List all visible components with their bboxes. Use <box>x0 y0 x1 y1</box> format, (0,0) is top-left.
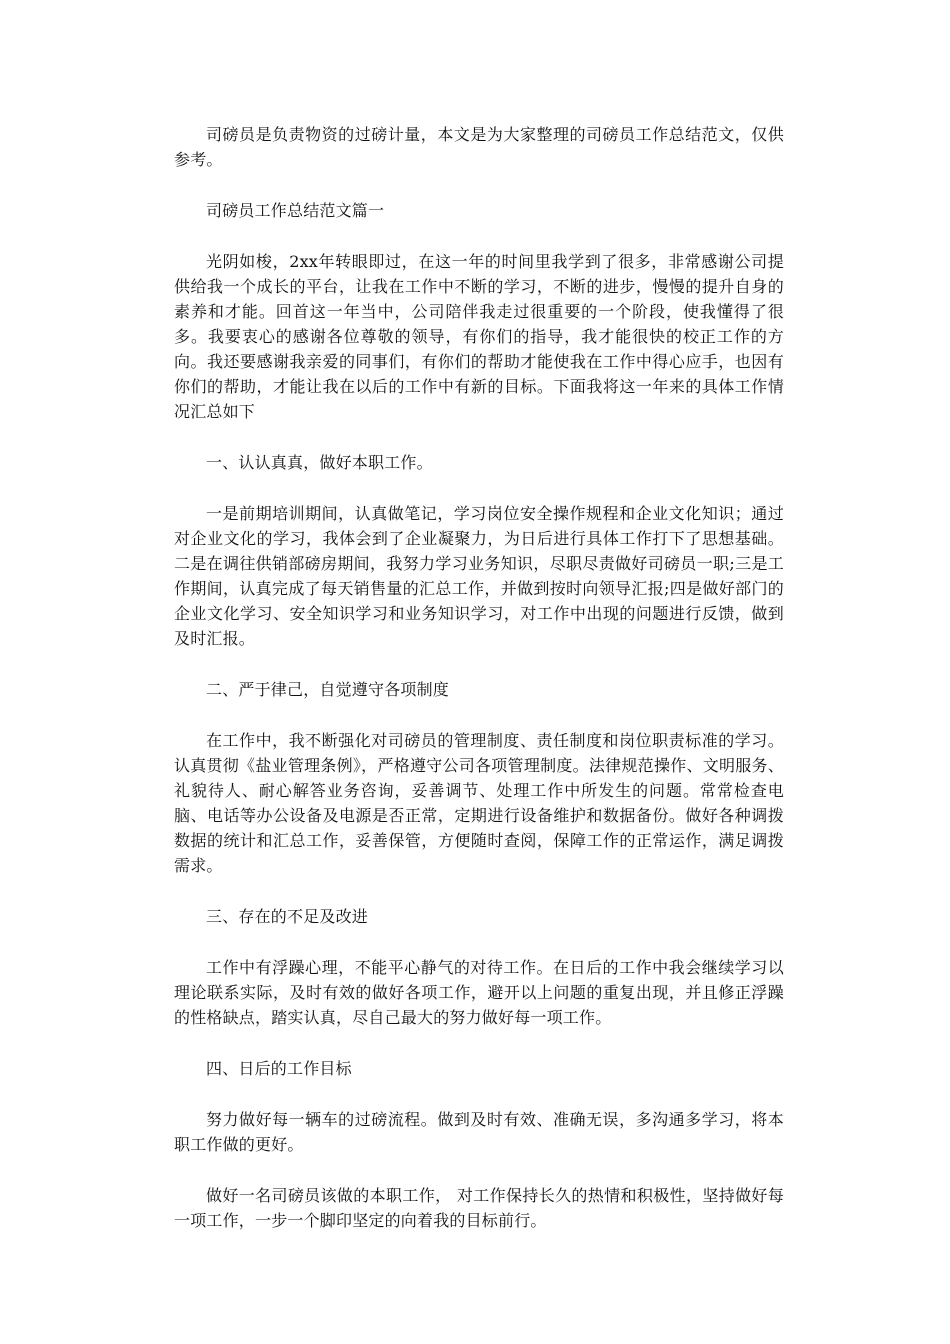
section-heading-3: 三、存在的不足及改进 <box>206 907 369 926</box>
paragraph-5: 努力做好每一辆车的过磅流程。做到及时有效、准确无误，多沟通多学习，将本职工作做的更好。 <box>174 1110 784 1154</box>
section-heading-4: 四、日后的工作目标 <box>206 1059 352 1078</box>
paragraph-4: 工作中有浮躁心理，不能平心静气的对待工作。在日后的工作中我会继续学习以理论联系实际，及时有效的做好各项工作，避开以上问题的重复出现，并且修正浮躁的性格缺点，踏实认真，尽自己最大的努力做好每一项工作。 <box>174 958 784 1027</box>
document-body <box>174 122 784 1259</box>
paragraph-1: 光阴如梭，2xx年转眼即过，在这一年的时间里我学到了很多，非常感谢公司提供给我一个成长的平台，让我在工作中不断的学习，不断的进步，慢慢的提升自身的素养和才能。回首这一年当中，公司陪伴我走过很重要的一个阶段，使我懂得了很多。我要衷心的感谢各位尊敬的领导，有你们的指导，我才能很快的校正工作的方向。我还要感谢我亲爱的同事们，有你们的帮助才能使我在工作中得心应手，也因有你们的帮助，才能让我在以后的工作中有新的目标。下面我将这一年来的具体工作情况汇总如下 <box>174 252 784 421</box>
intro-paragraph: 司磅员是负责物资的过磅计量，本文是为大家整理的司磅员工作总结范文，仅供参考。 <box>174 125 784 169</box>
document-title: 司磅员工作总结范文篇一 <box>206 201 385 220</box>
paragraph-2: 一是前期培训期间，认真做笔记，学习岗位安全操作规程和企业文化知识；通过对企业文化的学习，我体会到了企业凝聚力，为日后进行具体工作打下了思想基础。二是在调往供销部磅房期间，我努力学习业务知识，尽职尽责做好司磅员一职;三是工作期间，认真完成了每天销售量的汇总工作，并做到按时向领导汇报;四是做好部门的企业文化学习、安全知识学习和业务知识学习，对工作中出现的问题进行反馈，做到及时汇报。 <box>174 504 784 648</box>
paragraph-3: 在工作中，我不断强化对司磅员的管理制度、责任制度和岗位职责标准的学习。认真贯彻《盐业管理条例》，严格遵守公司各项管理制度。法律规范操作、文明服务、礼貌待人、耐心解答业务咨询，妥善调节、处理工作中所发生的问题。常常检查电脑、电话等办公设备及电源是否正常，定期进行设备维护和数据备份。做好各种调拨数据的统计和汇总工作，妥善保管，方便随时查阅，保障工作的正常运作，满足调拨需求。 <box>174 731 784 875</box>
section-heading-1: 一、认认真真，做好本职工作。 <box>206 453 433 472</box>
paragraph-6: 做好一名司磅员该做的本职工作， 对工作保持长久的热情和积极性，坚持做好每一项工作，一步一个脚印坚定的向着我的目标前行。 <box>174 1186 784 1230</box>
section-heading-2: 二、严于律己，自觉遵守各项制度 <box>206 680 450 699</box>
